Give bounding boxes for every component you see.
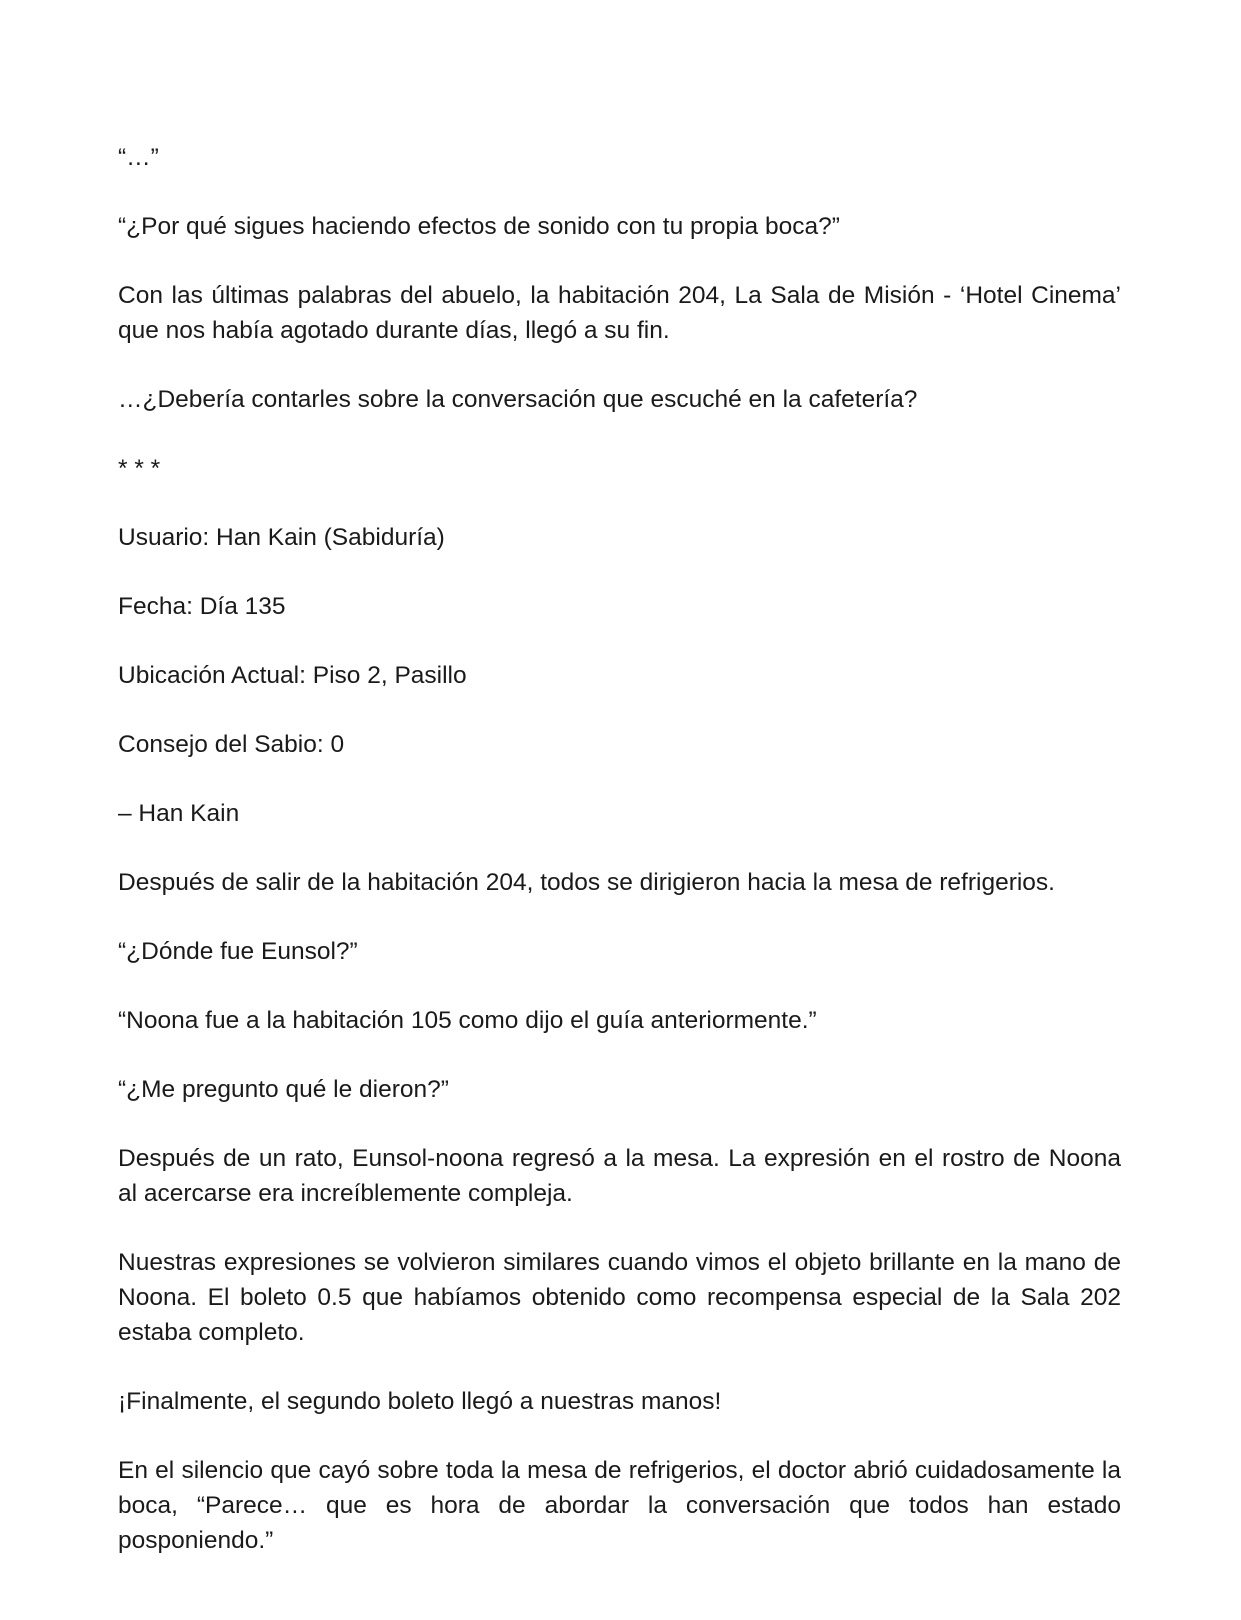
paragraph-leaving-room: Después de salir de la habitación 204, todos se dirigieron hacia la mesa de refrigerios. (118, 869, 1055, 896)
paragraph-noona-returns: Después de un rato, Eunsol-noona regresó a la mesa. La expresión en el rostro de Noona al acercarse era increíblemente compleja. (118, 1145, 1121, 1207)
status-location: Ubicación Actual: Piso 2, Pasillo (118, 662, 467, 689)
section-divider: * * * (118, 455, 161, 482)
status-user: Usuario: Han Kain (Sabiduría) (118, 524, 445, 551)
paragraph-cafeteria-question: …¿Debería contarles sobre la conversación que escuché en la cafetería? (118, 386, 918, 413)
paragraph-sound-effects-question: “¿Por qué sigues haciendo efectos de sonido con tu propia boca?” (118, 213, 840, 240)
paragraph-second-ticket: ¡Finalmente, el segundo boleto llegó a nuestras manos! (118, 1388, 722, 1415)
paragraph-doctor-speaks: En el silencio que cayó sobre toda la mesa de refrigerios, el doctor abrió cuidadosamente la boca, “Parece… que es hora de abordar la conversación que todos han estado posponiendo.” (118, 1457, 1121, 1554)
status-date: Fecha: Día 135 (118, 593, 286, 620)
paragraph-ellipsis-quote: “…” (118, 144, 159, 171)
status-sage-advice: Consejo del Sabio: 0 (118, 731, 345, 758)
paragraph-room-204-end: Con las últimas palabras del abuelo, la habitación 204, La Sala de Misión - ‘Hotel Cinema’ que nos había agotado durante días, llegó a su fin. (118, 282, 1121, 344)
document-page (118, 140, 1121, 1592)
paragraph-noona-room-105: “Noona fue a la habitación 105 como dijo el guía anteriormente.” (118, 1007, 817, 1034)
paragraph-shiny-object: Nuestras expresiones se volvieron similares cuando vimos el objeto brillante en la mano de Noona. El boleto 0.5 que habíamos obtenido como recompensa especial de la Sala 202 estaba completo. (118, 1249, 1121, 1346)
paragraph-what-given: “¿Me pregunto qué le dieron?” (118, 1076, 449, 1103)
status-signature: – Han Kain (118, 800, 240, 827)
paragraph-where-eunsol: “¿Dónde fue Eunsol?” (118, 938, 358, 965)
